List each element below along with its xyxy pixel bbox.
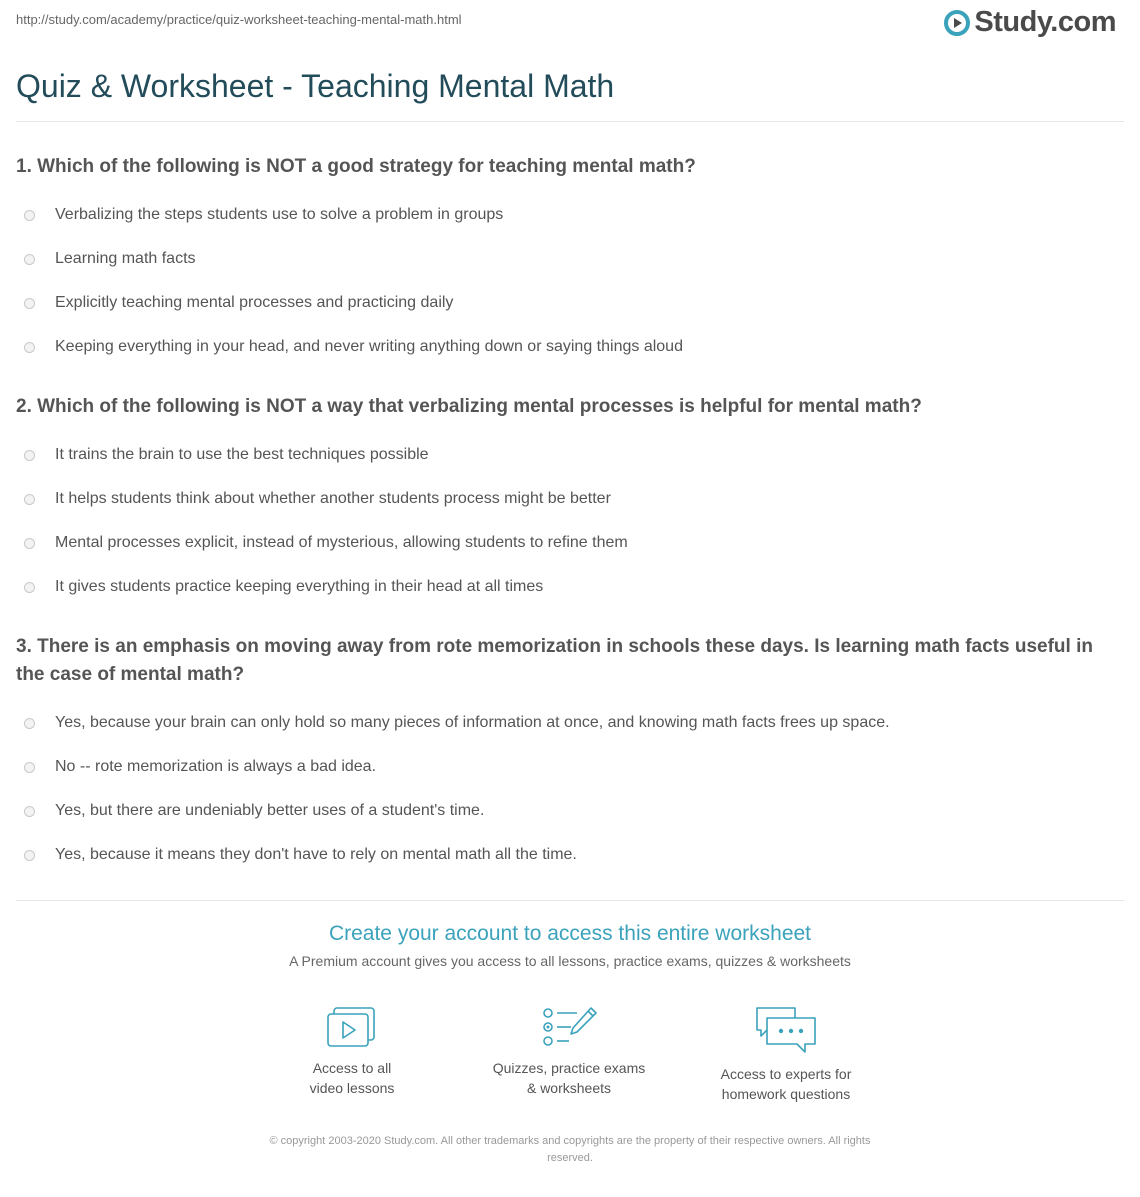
title-divider <box>16 121 1124 122</box>
answer-options <box>16 433 1110 609</box>
footer-line2: reserved. <box>547 1152 593 1164</box>
answer-option[interactable] <box>16 281 1110 325</box>
answer-label: Yes, because your brain can only hold so many pieces of information at once, and knowing math facts frees up space. <box>55 714 890 731</box>
answer-option[interactable] <box>16 565 1110 609</box>
answer-option[interactable] <box>16 745 1110 789</box>
radio-button[interactable] <box>24 254 35 265</box>
answer-option[interactable] <box>16 521 1110 565</box>
feature-quizzes <box>469 1004 669 1098</box>
study-logo[interactable] <box>944 6 1116 39</box>
question-1 <box>16 153 1110 369</box>
feature-label-line2: video lessons <box>309 1080 395 1096</box>
page-title: Quiz & Worksheet - Teaching Mental Math <box>16 68 615 104</box>
radio-button[interactable] <box>24 342 35 353</box>
answer-option[interactable] <box>16 237 1110 281</box>
answer-label: Verbalizing the steps students use to solve a problem in groups <box>55 206 504 223</box>
quiz-checklist-icon <box>539 1004 599 1050</box>
answer-option[interactable] <box>16 477 1110 521</box>
radio-button[interactable] <box>24 806 35 817</box>
radio-button[interactable] <box>24 718 35 729</box>
play-logo-icon <box>944 10 970 36</box>
radio-button[interactable] <box>24 494 35 505</box>
cta-subtitle: A Premium account gives you access to all lessons, practice exams, quizzes & worksheets <box>289 953 851 969</box>
feature-experts <box>686 1004 886 1104</box>
feature-video-lessons <box>252 1004 452 1098</box>
answer-label: Mental processes explicit, instead of mysterious, allowing students to refine them <box>55 534 628 551</box>
footer-line1: © copyright 2003-2020 Study.com. All other trademarks and copyrights are the property of their respective owners. All rights <box>269 1135 871 1147</box>
answer-label: Yes, but there are undeniably better uses of a student's time. <box>55 802 485 819</box>
answer-option[interactable] <box>16 193 1110 237</box>
radio-button[interactable] <box>24 210 35 221</box>
answer-options <box>16 701 1110 877</box>
radio-button[interactable] <box>24 298 35 309</box>
radio-button[interactable] <box>24 850 35 861</box>
radio-button[interactable] <box>24 582 35 593</box>
answer-label: It helps students think about whether another students process might be better <box>55 490 611 507</box>
answer-options <box>16 193 1110 369</box>
question-text: 3. There is an emphasis on moving away from rote memorization in schools these days. Is learning math facts useful in the case of mental math? <box>16 636 1093 685</box>
feature-label-line1: Access to all <box>312 1060 392 1076</box>
answer-option[interactable] <box>16 833 1110 877</box>
answer-label: Yes, because it means they don't have to rely on mental math all the time. <box>55 846 577 863</box>
answer-label: Explicitly teaching mental processes and practicing daily <box>55 294 454 311</box>
feature-label-line2: homework questions <box>721 1086 851 1102</box>
page-url: http://study.com/academy/practice/quiz-worksheet-teaching-mental-math.html <box>16 12 462 27</box>
chat-bubbles-icon <box>753 1004 819 1056</box>
answer-option[interactable] <box>16 433 1110 477</box>
answer-label: It gives students practice keeping everything in their head at all times <box>55 578 544 595</box>
feature-label-line1: Quizzes, practice exams <box>492 1060 646 1076</box>
question-2 <box>16 393 1110 609</box>
answer-label: It trains the brain to use the best techniques possible <box>55 446 429 463</box>
logo-text: Study.com <box>974 6 1116 38</box>
answer-option[interactable] <box>16 701 1110 745</box>
radio-button[interactable] <box>24 450 35 461</box>
answer-option[interactable] <box>16 325 1110 369</box>
feature-label-line1: Access to experts for <box>720 1066 852 1082</box>
answer-label: Keeping everything in your head, and never writing anything down or saying things aloud <box>55 338 683 355</box>
create-account-link[interactable]: Create your account to access this entire worksheet <box>328 922 812 945</box>
question-3 <box>16 633 1110 877</box>
radio-button[interactable] <box>24 538 35 549</box>
answer-option[interactable] <box>16 789 1110 833</box>
question-text: 1. Which of the following is NOT a good strategy for teaching mental math? <box>16 156 696 177</box>
video-lessons-icon <box>324 1004 380 1050</box>
copyright-footer <box>210 1133 930 1167</box>
answer-label: Learning math facts <box>55 250 196 267</box>
radio-button[interactable] <box>24 762 35 773</box>
cta-divider <box>16 900 1124 901</box>
answer-label: No -- rote memorization is always a bad idea. <box>55 758 377 775</box>
question-text: 2. Which of the following is NOT a way that verbalizing mental processes is helpful for mental math? <box>16 396 922 417</box>
feature-label-line2: & worksheets <box>526 1080 612 1096</box>
